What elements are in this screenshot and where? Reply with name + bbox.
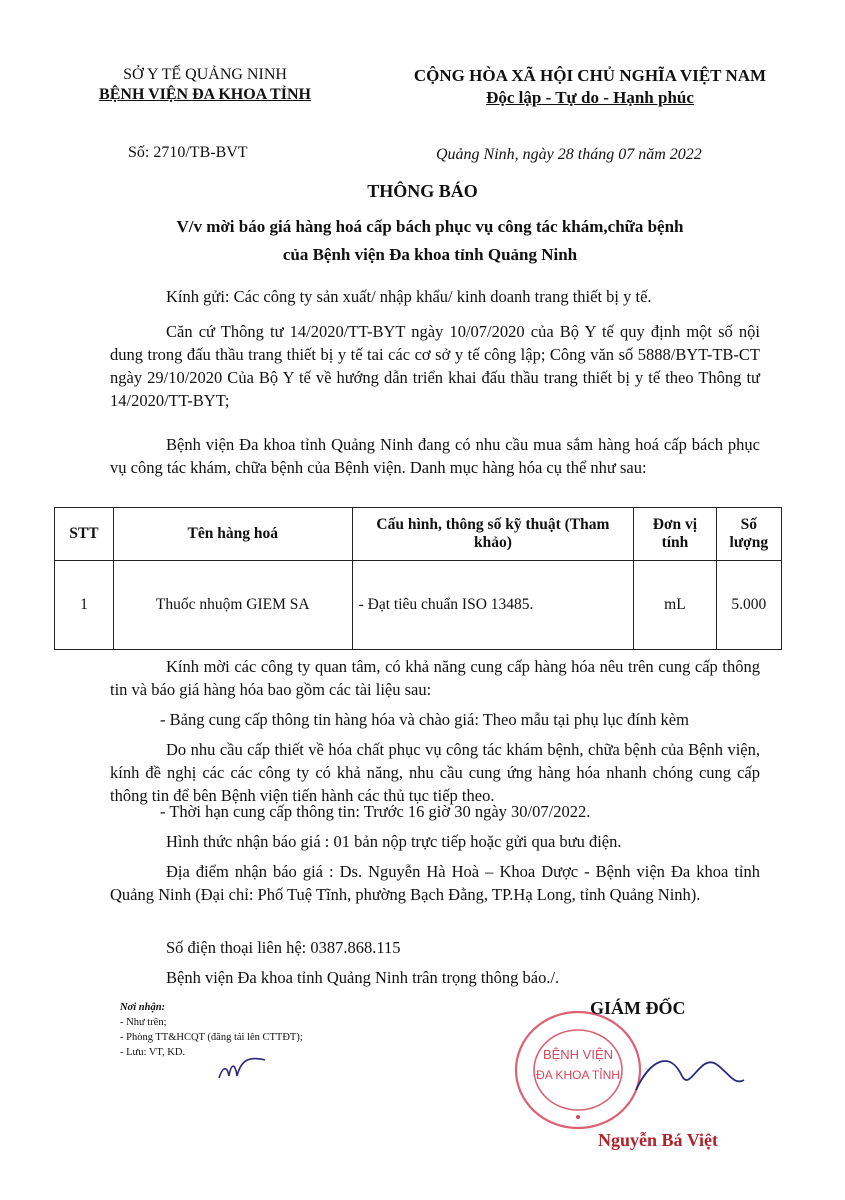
- reference-number: Số: 2710/TB-BVT: [128, 144, 248, 161]
- issuer-hospital: BỆNH VIỆN ĐA KHOA TỈNH: [99, 86, 311, 103]
- cell-name: Thuốc nhuộm GIEM SA: [113, 561, 352, 650]
- subtitle-line-2: của Bệnh viện Đa khoa tỉnh Quảng Ninh: [282, 245, 578, 264]
- col-header-spec: Cấu hình, thông số kỹ thuật (Tham khảo): [352, 508, 634, 561]
- col-header-quantity: Số lượng: [716, 508, 781, 561]
- location-paragraph: Địa điểm nhận báo giá : Ds. Nguyễn Hà Hoà – Khoa Dược - Bệnh viện Đa khoa tỉnh Quảng Ninh (Đại chỉ: Phố Tuệ Tĩnh, phường Bạch Đằng, TP.Hạ Long, tỉnh Quảng Ninh).: [110, 862, 760, 904]
- document-subtitle: [120, 213, 740, 269]
- document-title: THÔNG BÁO: [367, 181, 478, 201]
- table-row: [55, 561, 782, 650]
- col-header-name: Tên hàng hoá: [113, 508, 352, 561]
- national-motto-block: [395, 65, 785, 109]
- recipient-item: - Như trên;: [120, 1017, 167, 1028]
- table-header-row: [55, 508, 782, 561]
- need-paragraph: Bệnh viện Đa khoa tỉnh Quảng Ninh đang có nhu cầu mua sắm hàng hoá cấp bách phục vụ công tác khám, chữa bệnh của Bệnh viện. Danh mục hàng hóa cụ thể như sau:: [110, 435, 760, 477]
- cell-unit: mL: [634, 561, 716, 650]
- closing-paragraph: Bệnh viện Đa khoa tỉnh Quảng Ninh trân trọng thông báo./.: [166, 968, 560, 987]
- cell-quantity: 5.000: [716, 561, 781, 650]
- subtitle-line-1: V/v mời báo giá hàng hoá cấp bách phục vụ công tác khám,chữa bệnh: [176, 217, 684, 236]
- recipient-item: - Lưu: VT, KD.: [120, 1047, 186, 1058]
- nation-name: CỘNG HÒA XÃ HỘI CHỦ NGHĨA VIỆT NAM: [413, 66, 767, 85]
- col-header-unit: Đơn vị tính: [634, 508, 716, 561]
- issuer-block: [90, 65, 320, 105]
- initials-scribble: [215, 1052, 275, 1088]
- cell-spec: - Đạt tiêu chuẩn ISO 13485.: [352, 561, 634, 650]
- recipients-block: [120, 1000, 303, 1060]
- handwritten-signature: [630, 1040, 750, 1110]
- signer-position: GIÁM ĐỐC: [590, 998, 686, 1018]
- docs-paragraph: - Bảng cung cấp thông tin hàng hóa và chào giá: Theo mẫu tại phụ lục đính kèm: [160, 710, 689, 729]
- official-stamp: [510, 1005, 650, 1135]
- stamp-text-line-1: BỆNH VIỆN: [542, 1047, 614, 1062]
- method-paragraph: Hình thức nhận báo giá : 01 bản nộp trực tiếp hoặc gửi qua bưu điện.: [166, 832, 622, 851]
- date-line: Quảng Ninh, ngày 28 tháng 07 năm 2022: [436, 146, 702, 163]
- motto: Độc lập - Tự do - Hạnh phúc: [486, 88, 694, 107]
- col-header-stt: STT: [55, 508, 114, 561]
- greeting-paragraph: Kính gửi: Các công ty sản xuất/ nhập khẩu/ kinh doanh trang thiết bị y tế.: [166, 287, 652, 306]
- signer-name: Nguyễn Bá Việt: [598, 1130, 719, 1150]
- basis-paragraph: Căn cứ Thông tư 14/2020/TT-BYT ngày 10/07/2020 của Bộ Y tế quy định một số nội dung trong đấu thầu trang thiết bị y tế tai các cơ sở y tế công lập; Công văn số 5888/BYT-TB-CT ngày 29/10/2020 Của Bộ Y tế về hướng dẫn triển khai đấu thầu trang thiết bị y tế theo Thông tư 14/2020/TT-BYT;: [110, 322, 760, 410]
- phone-paragraph: Số điện thoại liên hệ: 0387.868.115: [166, 938, 401, 957]
- recipients-label: Nơi nhận:: [120, 1002, 166, 1013]
- stamp-text-line-2: ĐA KHOA TỈNH: [536, 1068, 620, 1082]
- deadline-paragraph: - Thời hạn cung cấp thông tin: Trước 16 giờ 30 ngày 30/07/2022.: [160, 802, 591, 821]
- invite-paragraph: Kính mời các công ty quan tâm, có khả năng cung cấp hàng hóa nêu trên cung cấp thông tin và báo giá hàng hóa bao gồm các tài liệu sau:: [110, 657, 760, 699]
- items-table: [54, 507, 782, 650]
- recipient-item: - Phòng TT&HCQT (đăng tải lên CTTĐT);: [120, 1032, 303, 1043]
- issuer-department: SỞ Y TẾ QUẢNG NINH: [123, 66, 287, 83]
- cell-stt: 1: [55, 561, 114, 650]
- urgency-paragraph: Do nhu cầu cấp thiết về hóa chất phục vụ công tác khám bệnh, chữa bệnh của Bệnh viện, kính đề nghị các các công ty có khả năng, nhu cầu cung ứng hàng hóa nhanh chóng cung cấp thông tin để bên Bệnh viện tiến hành các thủ tục tiếp theo.: [110, 740, 760, 805]
